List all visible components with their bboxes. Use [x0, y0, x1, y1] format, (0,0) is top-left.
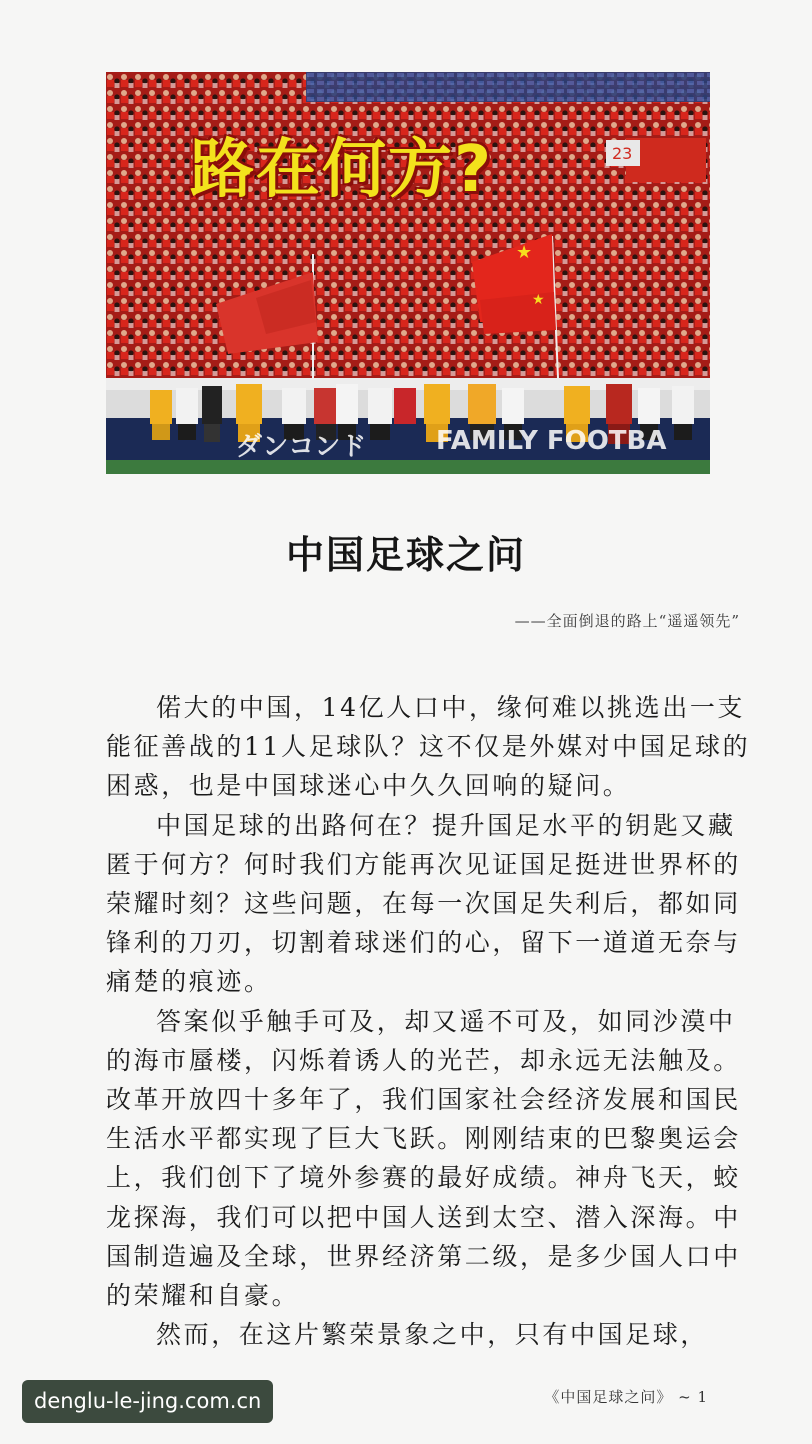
watermark-link[interactable]: denglu-le-jing.com.cn	[22, 1380, 273, 1423]
paragraph: 然而，在这片繁荣景象之中，只有中国足球，	[156, 1320, 709, 1350]
ad-banner	[106, 422, 710, 462]
ad-banner-right-text: FAMILY FOOTBA	[436, 426, 667, 456]
svg-text:★: ★	[516, 242, 533, 263]
ad-banner-left-text: ダンコンド	[236, 432, 367, 462]
article-subtitle: ——全面倒退的路上“遥遥领先”	[514, 612, 740, 630]
paragraph: 偌大的中国，14亿人口中，缘何难以挑选出一支能征善战的11人足球队？这不仅是外媒对中国足球的困惑，也是中国球迷心中久久回响的疑问。	[106, 693, 751, 801]
hero-photo	[106, 72, 710, 474]
article-title: 中国足球之问	[285, 533, 526, 577]
page-footer: 《中国足球之问》 ~ 1	[544, 1388, 708, 1406]
scoreboard-number: 23	[612, 144, 633, 163]
svg-text:★: ★	[532, 292, 545, 308]
hero-headline: 路在何方?	[190, 133, 494, 207]
paragraph: 中国足球的出路何在？提升国足水平的钥匙又藏匿于何方？何时我们方能再次见证国足挺进世界杯的荣耀时刻？这些问题，在每一次国足失利后，都如同锋利的刀刃，切割着球迷们的心，留下一道道无奈与痛楚的痕迹。	[106, 810, 741, 997]
article-body	[106, 688, 758, 1354]
paragraph: 答案似乎触手可及，却又遥不可及，如同沙漠中的海市蜃楼，闪烁着诱人的光芒，却永远无法触及。改革开放四十多年了，我们国家社会经济发展和国民生活水平都实现了巨大飞跃。刚刚结束的巴黎奥运会上，我们创下了境外参赛的最好成绩。神舟飞天，蛟龙探海，我们可以把中国人送到太空、潜入深海。中国制造遍及全球，世界经济第二级，是多少国人口中的荣耀和自豪。	[106, 1006, 741, 1311]
